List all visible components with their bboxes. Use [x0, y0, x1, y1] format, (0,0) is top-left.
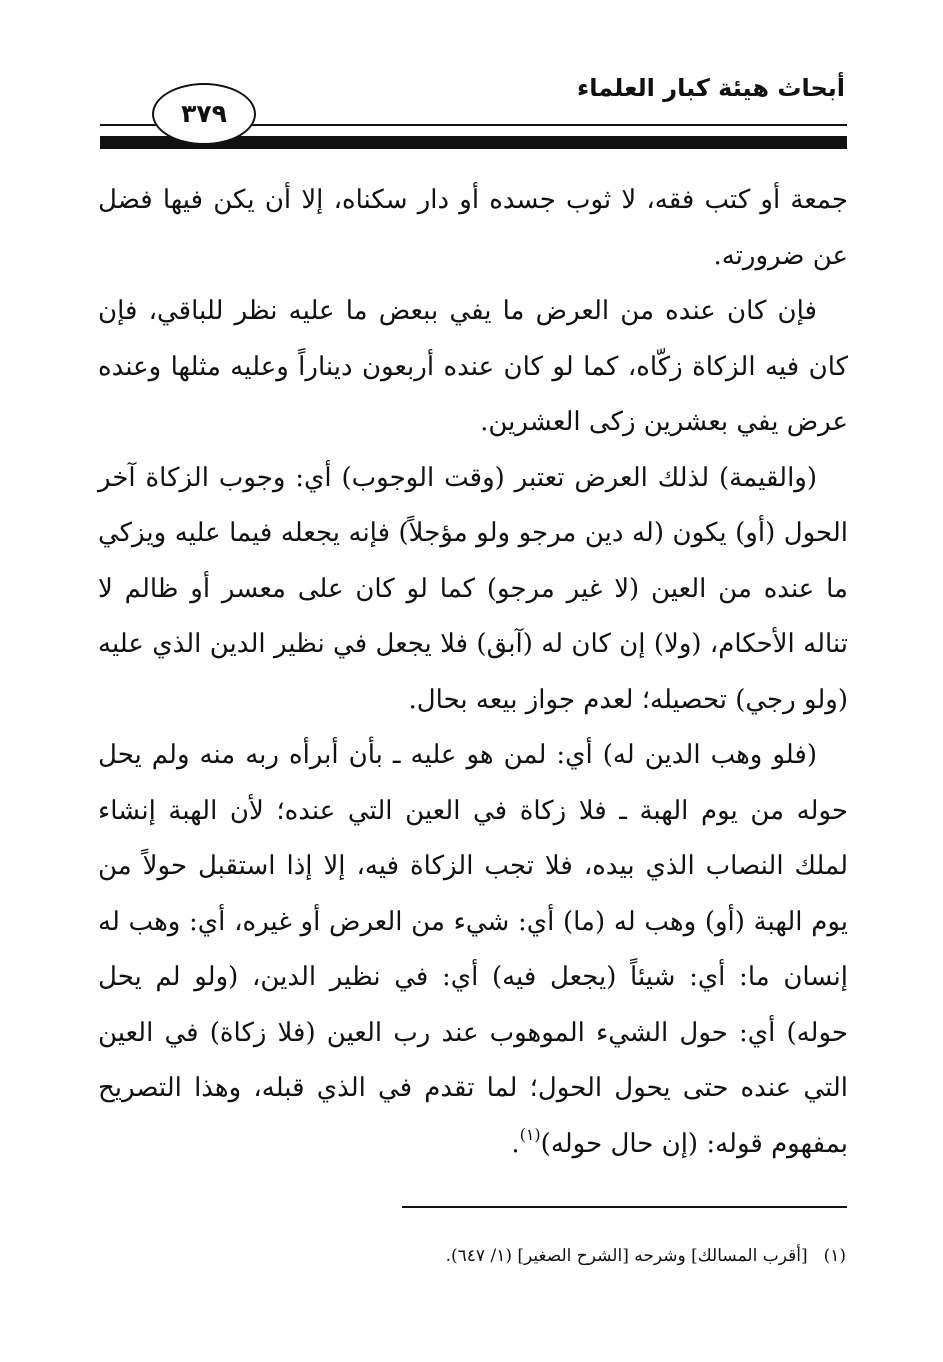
paragraph-text: (فلو وهب الدين له) أي: لمن هو عليه ـ بأن أبرأه ربه منه ولم يحل حوله من يوم الهبة ـ فلا زكاة في العين التي عنده؛ لأن الهبة إنشاء لملك النصاب الذي بيده، فلا تجب الزكاة فيه، إلا إذا استقبل حولاً من يوم الهبة (أو) وهب له (ما) أي: شيء من العرض أو غيره، أي: وهب له إنسان ما: أي: شيئاً (يجعل فيه) أي: في نظير الدين، (ولو لم يحل حوله) أي: حول الشيء الموهوب عند رب العين (فلا زكاة) في العين التي عنده حتى يحول الحول؛ لما تقدم في الذي قبله، وهذا التصريح بمفهوم قوله: (إن حال حوله)	[98, 740, 848, 1159]
footnote-separator	[402, 1206, 847, 1208]
paragraph-text-end: .	[511, 1128, 520, 1159]
footnote	[446, 1244, 846, 1268]
main-text	[98, 173, 848, 1172]
paragraph-1	[98, 173, 848, 284]
paragraph-text: فإن كان عنده من العرض ما يفي ببعض ما عليه نظر للباقي، فإن كان فيه الزكاة زكّاه، كما لو كان عنده أربعون ديناراً وعليه مثلها وعنده عرض يفي بعشرين زكى العشرين.	[98, 296, 848, 437]
paragraph-text: (والقيمة) لذلك العرض تعتبر (وقت الوجوب) أي: وجوب الزكاة آخر الحول (أو) يكون (له دين مرجو ولو مؤجلاً) فإنه يجعله فيما عليه ويزكي ما عنده من العين (لا غير مرجو) كما لو كان على معسر أو ظالم لا تناله الأحكام، (ولا) إن كان له (آبق) فلا يجعل في نظير الدين الذي عليه (ولو رجي) تحصيله؛ لعدم جواز بيعه بحال.	[98, 462, 848, 715]
page-number: ٣٧٩	[152, 83, 256, 145]
footnote-number: (١)	[823, 1246, 846, 1266]
paragraph-3	[98, 451, 848, 729]
paragraph-2	[98, 284, 848, 451]
footnote-reference: (١)	[519, 1124, 541, 1144]
paragraph-4	[98, 728, 848, 1172]
paragraph-text: جمعة أو كتب فقه، لا ثوب جسده أو دار سكناه، إلا أن يكن فيها فضل عن ضرورته.	[98, 185, 848, 271]
page-header	[0, 0, 943, 160]
footnote-text: [أقرب المسالك] وشرحه [الشرح الصغير] (١/ ٦٤٧).	[445, 1246, 808, 1266]
running-header-title: أبحاث هيئة كبار العلماء	[576, 74, 845, 102]
